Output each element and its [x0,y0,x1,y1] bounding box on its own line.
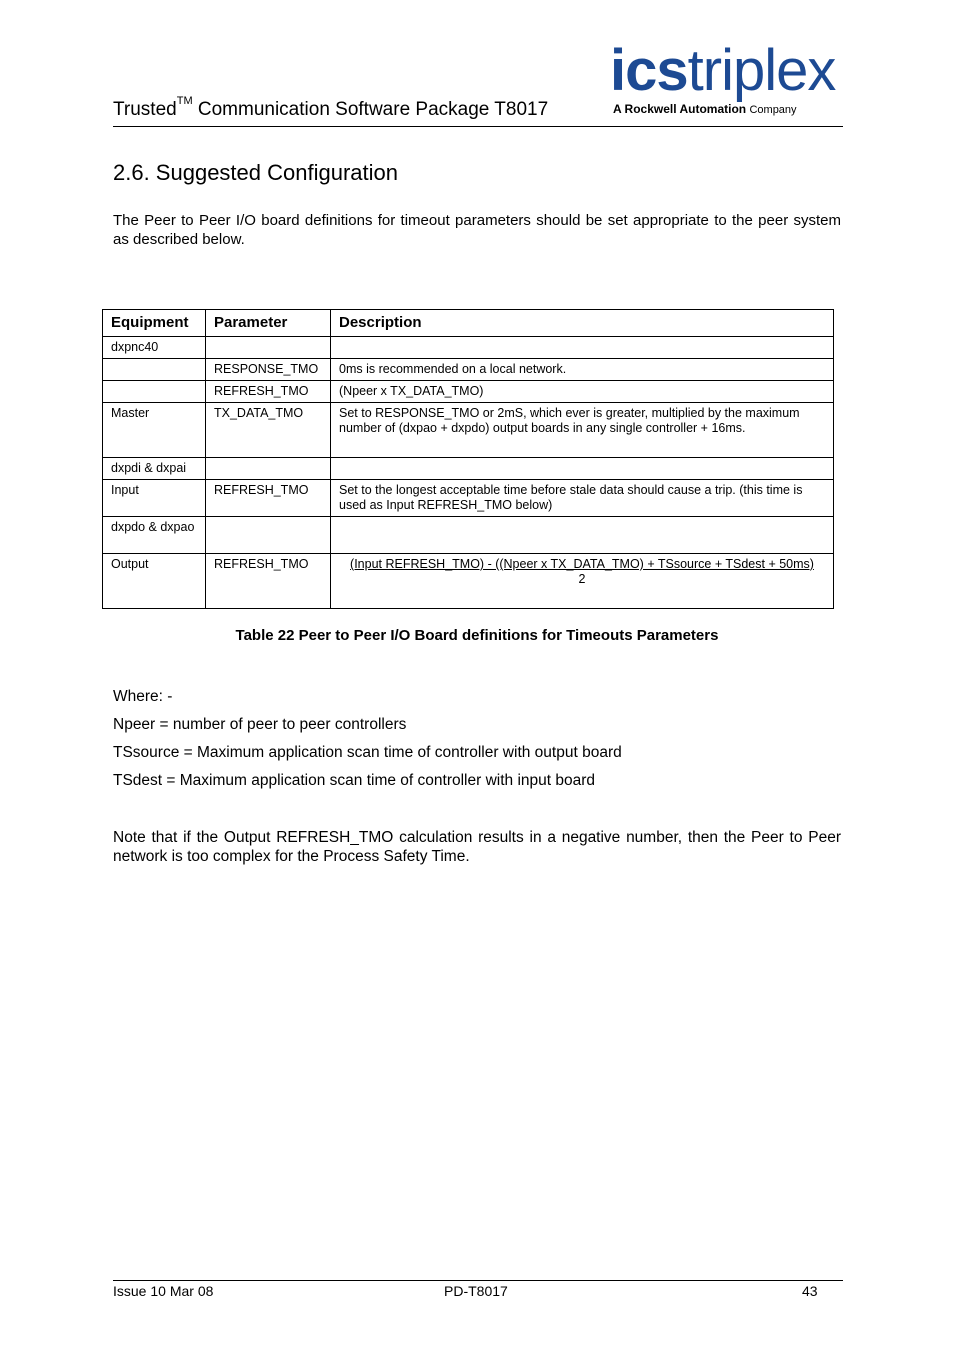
cell-equipment: dxpnc40 [103,337,206,359]
cell-parameter: REFRESH_TMO [206,480,331,517]
cell-parameter: REFRESH_TMO [206,554,331,609]
formula-numerator: (Input REFRESH_TMO) - ((Npeer x TX_DATA_TMO) + TSsource + TSdest + 50ms) [350,557,814,571]
where-label: Where: - [113,688,173,705]
cell-parameter: REFRESH_TMO [206,381,331,403]
logo-tagline-company: Company [749,104,797,116]
cell-equipment [103,381,206,403]
page-header-title [113,95,549,121]
table-row [103,403,834,458]
trademark-superscript: TM [176,95,193,107]
cell-equipment [103,359,206,381]
table-header-row [103,310,834,337]
definition-npeer: Npeer = number of peer to peer controllers [113,716,407,733]
column-header-parameter: Parameter [206,310,331,337]
header-title-suffix: Communication Software Package T8017 [192,99,549,120]
timeout-parameters-table [102,309,834,609]
header-divider [113,126,843,127]
logo-triplex: triplex [687,38,836,103]
footer-page-number: 43 [802,1283,818,1299]
cell-equipment: Output [103,554,206,609]
section-title: 2.6. Suggested Configuration [113,160,398,185]
cell-description [331,517,834,554]
logo-tagline-brand: A Rockwell Automation [613,102,747,116]
logo-wordmark [610,40,835,102]
cell-equipment: Input [103,480,206,517]
definition-tssource: TSsource = Maximum application scan time of controller with output board [113,744,622,761]
cell-description: 0ms is recommended on a local network. [331,359,834,381]
cell-parameter: RESPONSE_TMO [206,359,331,381]
cell-description-formula [331,554,834,609]
cell-description [331,458,834,480]
formula-denominator: 2 [578,572,586,586]
table-row [103,359,834,381]
footer-document-id: PD-T8017 [444,1283,508,1299]
footer-issue: Issue 10 Mar 08 [113,1283,214,1299]
table-caption: Table 22 Peer to Peer I/O Board definitions for Timeouts Parameters [235,627,719,644]
table-row [103,381,834,403]
cell-parameter [206,517,331,554]
table-row [103,458,834,480]
cell-equipment: dxpdi & dxpai [103,458,206,480]
cell-description: Set to RESPONSE_TMO or 2mS, which ever is greater, multiplied by the maximum number of (dxpao + dxpdo) output boards in any single controller + 16ms. [331,403,834,458]
logo-ics: ics [610,38,688,103]
logo-tagline [613,102,797,116]
column-header-equipment: Equipment [103,310,206,337]
note-paragraph: Note that if the Output REFRESH_TMO calculation results in a negative number, then the Peer to Peer network is too complex for the Process Safety Time. [113,829,841,865]
cell-parameter [206,337,331,359]
cell-description [331,337,834,359]
column-header-description: Description [331,310,834,337]
header-title-prefix: Trusted [113,99,177,120]
cell-equipment: Master [103,403,206,458]
cell-parameter: TX_DATA_TMO [206,403,331,458]
table-row [103,554,834,609]
ics-triplex-logo [610,40,843,120]
cell-description: (Npeer x TX_DATA_TMO) [331,381,834,403]
table-row [103,337,834,359]
intro-paragraph: The Peer to Peer I/O board definitions for timeout parameters should be set appropriate to the peer system as described below. [113,212,841,248]
table-row [103,517,834,554]
cell-description: Set to the longest acceptable time before stale data should cause a trip. (this time is used as Input REFRESH_TMO below) [331,480,834,517]
cell-parameter [206,458,331,480]
table-row [103,480,834,517]
cell-equipment: dxpdo & dxpao [103,517,206,554]
footer-divider [113,1280,843,1281]
definition-tsdest: TSdest = Maximum application scan time of controller with input board [113,772,596,789]
